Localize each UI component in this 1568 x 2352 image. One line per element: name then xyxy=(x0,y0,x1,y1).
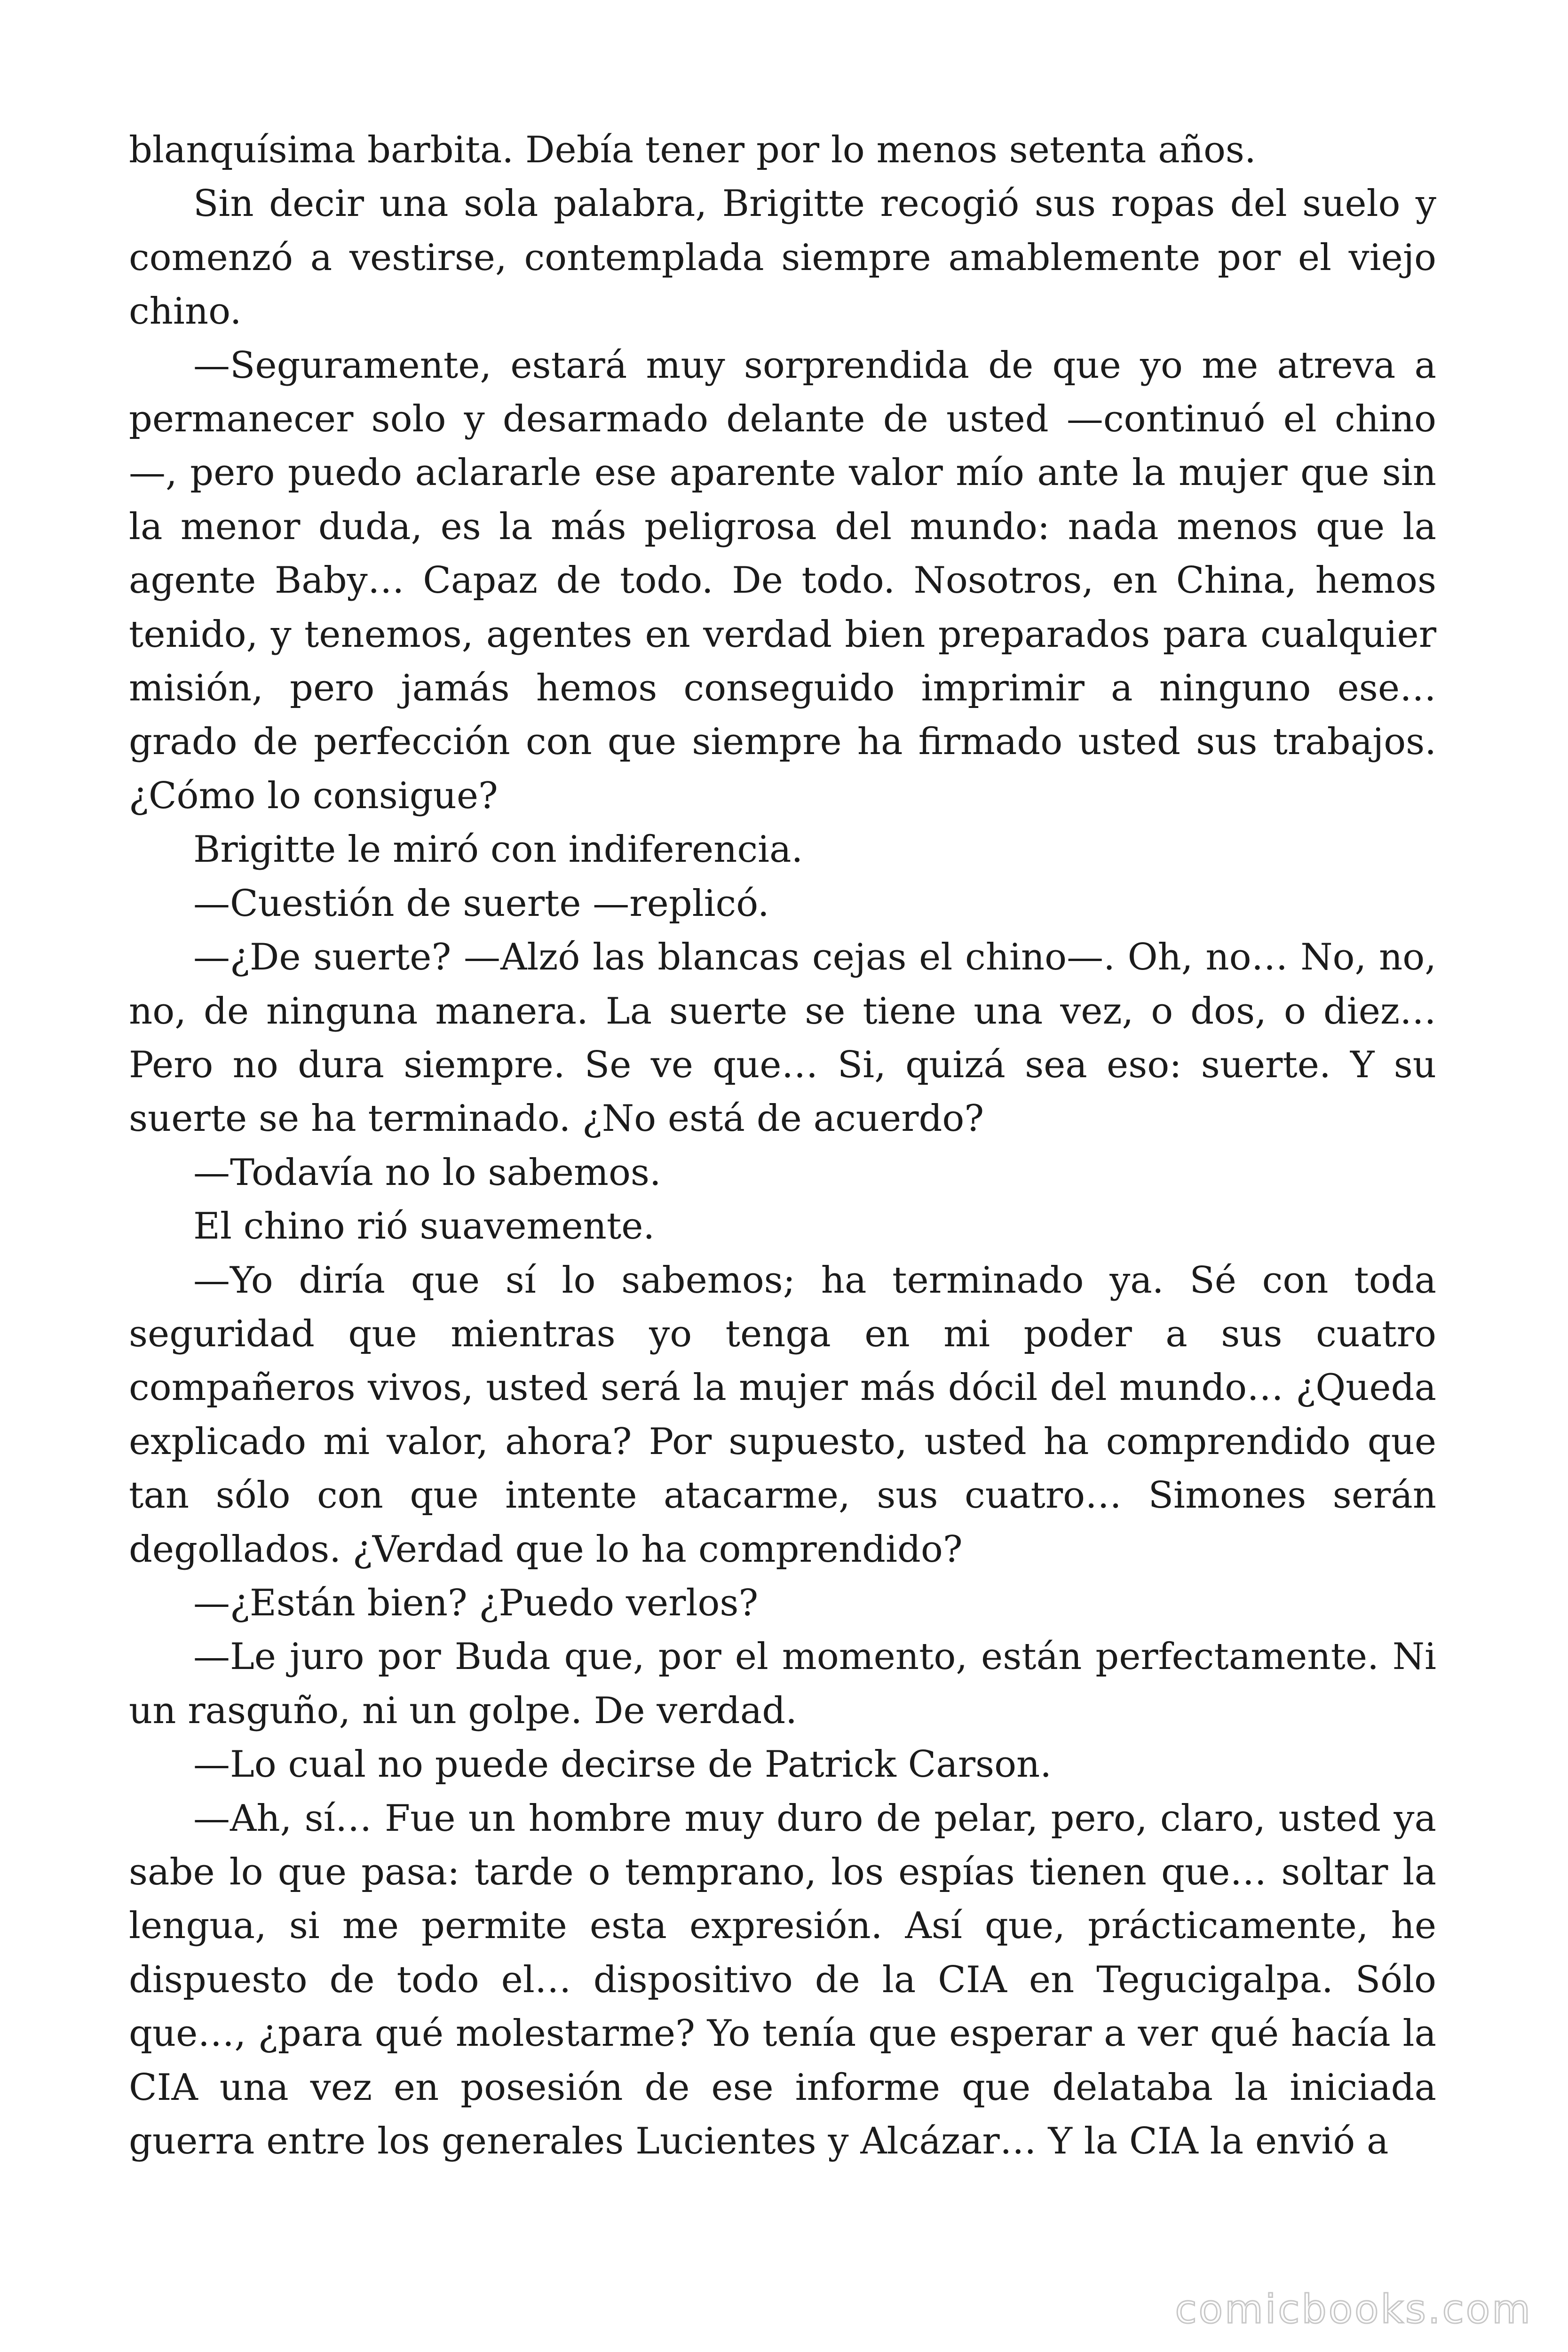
page-body-text xyxy=(129,123,1436,2168)
paragraph: Sin decir una sola palabra, Brigitte recogió sus ropas del suelo y comenzó a vestirse, contemplada siempre amablemente por el viejo chino. xyxy=(129,183,1436,333)
paragraph: —¿De suerte? —Alzó las blancas cejas el chino—. Oh, no… No, no, no, de ninguna manera. La suerte se tiene una vez, o dos, o diez… Pero no dura siempre. Se ve que… Si, quizá sea eso: suerte. Y su suerte se ha terminado. ¿No está de acuerdo? xyxy=(129,936,1436,1140)
paragraph: Brigitte le miró con indiferencia. xyxy=(193,828,803,871)
paragraph: —Ah, sí… Fue un hombre muy duro de pelar, pero, claro, usted ya sabe lo que pasa: tarde o temprano, los espías tienen que… soltar la lengua, si me permite esta expresión. Así que, prácticamente, he dispuesto de todo el… dispositivo de la CIA en Tegucigalpa. Sólo que…, ¿para qué molestarme? Yo tenía que esperar a ver qué hacía la CIA una vez en posesión de ese informe que delataba la iniciada guerra entre los generales Lucientes y Alcázar… Y la CIA la envió a xyxy=(129,1797,1436,2163)
paragraph: El chino rió suavemente. xyxy=(193,1205,655,1248)
paragraph: —Todavía no lo sabemos. xyxy=(193,1151,661,1194)
watermark: comicbooks.com xyxy=(1175,2286,1532,2332)
paragraph: blanquísima barbita. Debía tener por lo menos setenta años. xyxy=(129,129,1256,171)
paragraph: —Seguramente, estará muy sorprendida de que yo me atreva a permanecer solo y desarmado delante de usted —continuó el chino —, pero puedo aclararle ese aparente valor mío ante la mujer que sin la menor duda, es la más peligrosa del mundo: nada menos que la agente Baby… Capaz de todo. De todo. Nosotros, en China, hemos tenido, y tenemos, agentes en verdad bien preparados para cualquier misión, pero jamás hemos conseguido imprimir a ninguno ese… grado de perfección con que siempre ha firmado usted sus trabajos. ¿Cómo lo consigue? xyxy=(129,344,1436,817)
paragraph: —Yo diría que sí lo sabemos; ha terminado ya. Sé con toda seguridad que mientras yo tenga en mi poder a sus cuatro compañeros vivos, usted será la mujer más dócil del mundo… ¿Queda explicado mi valor, ahora? Por supuesto, usted ha comprendido que tan sólo con que intente atacarme, sus cuatro… Simones serán degollados. ¿Verdad que lo ha comprendido? xyxy=(129,1259,1436,1571)
paragraph: —¿Están bien? ¿Puedo verlos? xyxy=(193,1581,759,1624)
paragraph: —Cuestión de suerte —replicó. xyxy=(193,882,769,925)
paragraph: —Le juro por Buda que, por el momento, están perfectamente. Ni un rasguño, ni un golpe. De verdad. xyxy=(129,1636,1436,1732)
paragraph: —Lo cual no puede decirse de Patrick Carson. xyxy=(193,1743,1052,1786)
